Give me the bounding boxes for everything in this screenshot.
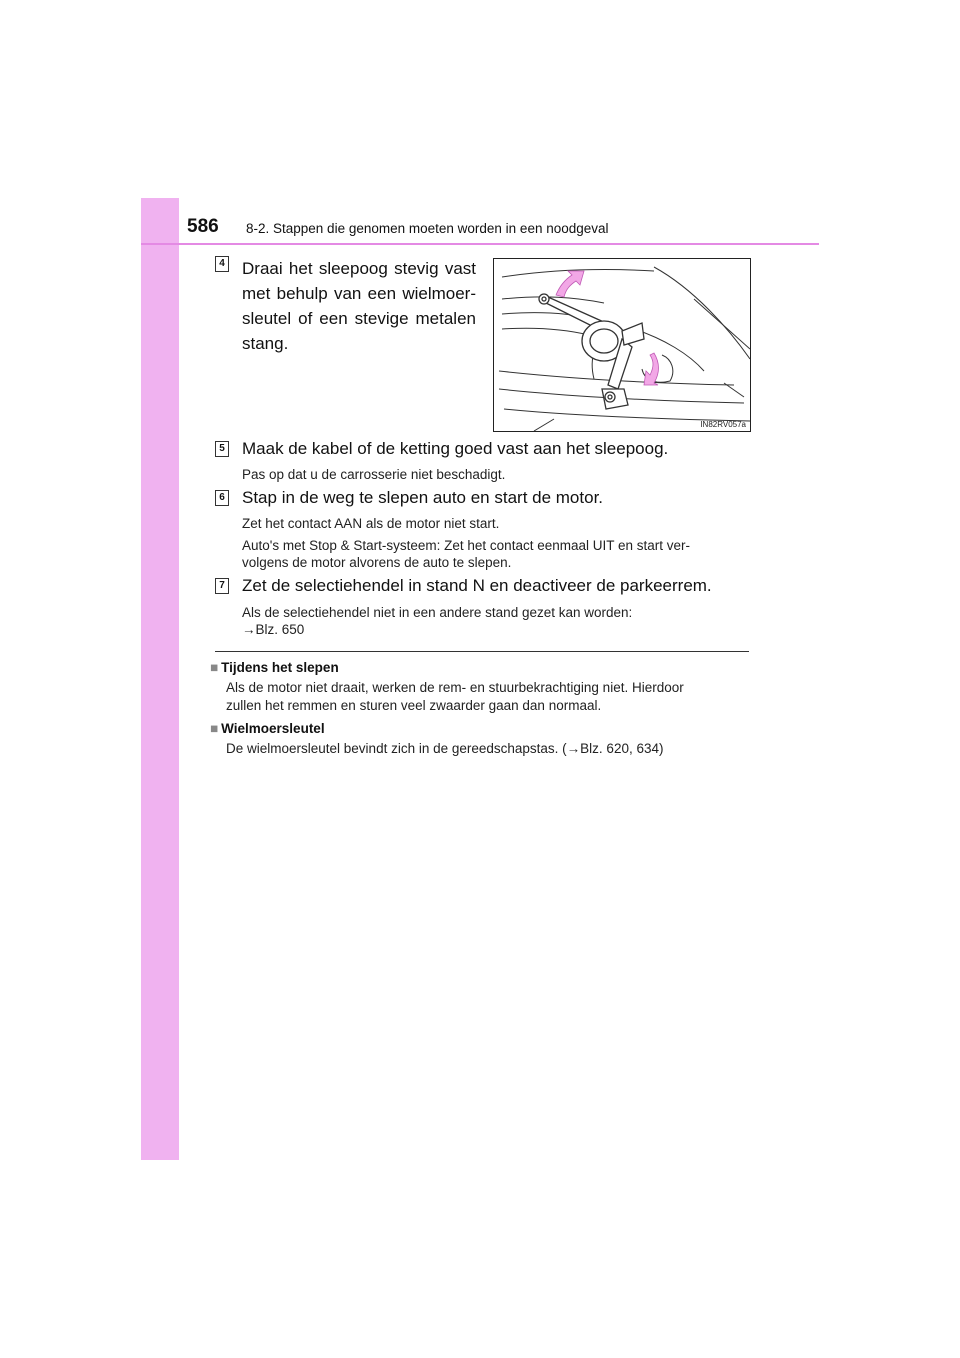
square-bullet-icon: ■ xyxy=(210,660,219,675)
step-7-title: Zet de selectiehendel in stand N en deactiveer de parkeerrem. xyxy=(242,576,712,595)
info-heading-wrench xyxy=(210,721,325,736)
step-6-note-2: Auto's met Stop & Start-systeem: Zet het contact eenmaal UIT en start ver- xyxy=(242,538,691,553)
step-7-note-2: →Blz. 650 xyxy=(242,622,305,637)
step-6-note-3: volgens de motor alvorens de auto te slepen. xyxy=(242,555,512,570)
tow-eye-illustration xyxy=(493,258,751,432)
info-towing-line-2: zullen het remmen en sturen veel zwaarder gaan dan normaal. xyxy=(226,698,602,713)
step-5-note: Pas op dat u de carrosserie niet beschadigt. xyxy=(242,467,506,482)
info-towing-line-1: Als de motor niet draait, werken de rem- en stuurbekrachtiging niet. Hierdoor xyxy=(226,680,684,695)
step-7-badge: 7 xyxy=(215,578,229,594)
figure-code: IN82RV057a xyxy=(700,420,746,429)
info-wrench-line-1: De wielmoersleutel bevindt zich in de gereedschapstas. (→Blz. 620, 634) xyxy=(226,741,664,756)
page-header xyxy=(0,0,960,250)
step-5-title: Maak de kabel of de ketting goed vast aan het sleepoog. xyxy=(242,439,669,458)
chapter-title: 8-2. Stappen die genomen moeten worden in een noodgeval xyxy=(246,221,609,236)
step-7-note-1: Als de selectiehendel niet in een andere stand gezet kan worden: xyxy=(242,605,633,620)
header-divider xyxy=(141,243,819,245)
chapter-sidebar-tab xyxy=(141,198,179,1160)
step-6-badge: 6 xyxy=(215,490,229,506)
info-heading-towing xyxy=(210,660,339,675)
step-4-badge: 4 xyxy=(215,256,229,272)
wrench-tightening-diagram xyxy=(494,259,750,431)
section-divider xyxy=(215,651,749,652)
step-6-title: Stap in de weg te slepen auto en start de motor. xyxy=(242,488,604,507)
step-4-title: Draai het sleepoog stevig vast met behulp van een wielmoer-sleutel of een stevige metalen stang. xyxy=(242,259,476,353)
info-heading-towing-label: Tijdens het slepen xyxy=(221,660,339,675)
step-5-badge: 5 xyxy=(215,441,229,457)
info-heading-wrench-label: Wielmoersleutel xyxy=(221,721,325,736)
page-number: 586 xyxy=(187,216,219,237)
square-bullet-icon: ■ xyxy=(210,721,219,736)
step-6-note-1: Zet het contact AAN als de motor niet start. xyxy=(242,516,500,531)
